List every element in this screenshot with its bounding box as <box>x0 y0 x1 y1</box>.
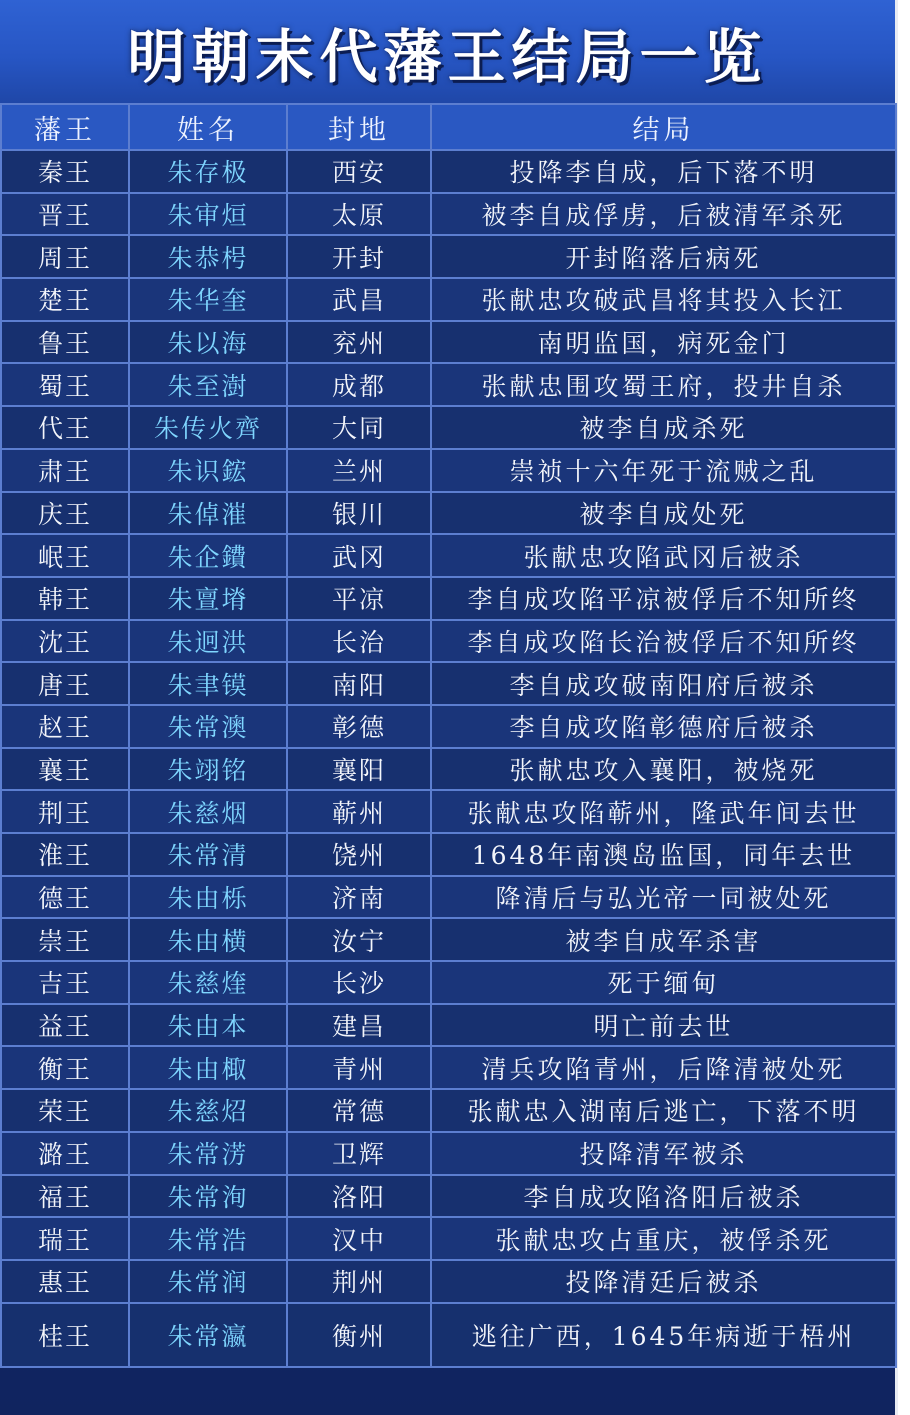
page-title: 明朝末代藩王结局一览 <box>127 22 768 91</box>
table-row <box>1 876 896 919</box>
table-row <box>1 790 896 833</box>
cell-fief: 开封 <box>287 235 431 278</box>
cell-fief: 彰德 <box>287 705 431 748</box>
cell-fate: 逃往广西，1645年病逝于梧州 <box>431 1303 896 1367</box>
table-row <box>1 193 896 236</box>
cell-prince-title: 鲁王 <box>1 321 129 364</box>
cell-name: 朱常清 <box>129 833 287 876</box>
prince-table <box>0 103 897 1368</box>
cell-name: 朱由棷 <box>129 1046 287 1089</box>
cell-fief: 武昌 <box>287 278 431 321</box>
cell-fief: 银川 <box>287 492 431 535</box>
cell-fate: 被李自成俘虏，后被清军杀死 <box>431 193 896 236</box>
cell-fate: 张献忠围攻蜀王府，投井自杀 <box>431 363 896 406</box>
table-row <box>1 1175 896 1218</box>
title-bar <box>0 0 895 103</box>
cell-prince-title: 唐王 <box>1 662 129 705</box>
cell-fief: 兰州 <box>287 449 431 492</box>
cell-fate: 死于缅甸 <box>431 961 896 1004</box>
cell-prince-title: 桂王 <box>1 1303 129 1367</box>
cell-fate: 被李自成处死 <box>431 492 896 535</box>
cell-fate: 被李自成军杀害 <box>431 918 896 961</box>
cell-name: 朱华奎 <box>129 278 287 321</box>
cell-fief: 饶州 <box>287 833 431 876</box>
table-row <box>1 577 896 620</box>
cell-fief: 长治 <box>287 620 431 663</box>
cell-prince-title: 潞王 <box>1 1132 129 1175</box>
table-row <box>1 150 896 193</box>
table-row <box>1 1004 896 1047</box>
cell-fief: 荆州 <box>287 1260 431 1303</box>
cell-fief: 大同 <box>287 406 431 449</box>
cell-fate: 李自成攻破南阳府后被杀 <box>431 662 896 705</box>
header-fief: 封地 <box>287 104 431 150</box>
cell-fief: 太原 <box>287 193 431 236</box>
cell-name: 朱亶塉 <box>129 577 287 620</box>
table-row <box>1 1260 896 1303</box>
table-row <box>1 321 896 364</box>
cell-fate: 李自成攻陷洛阳后被杀 <box>431 1175 896 1218</box>
table-row <box>1 833 896 876</box>
cell-name: 朱常浩 <box>129 1217 287 1260</box>
cell-name: 朱慈炤 <box>129 1089 287 1132</box>
table-row <box>1 1303 896 1367</box>
cell-fief: 蕲州 <box>287 790 431 833</box>
cell-name: 朱恭枵 <box>129 235 287 278</box>
cell-fief: 衡州 <box>287 1303 431 1367</box>
cell-prince-title: 代王 <box>1 406 129 449</box>
cell-fate: 清兵攻陷青州，后降清被处死 <box>431 1046 896 1089</box>
table-row <box>1 235 896 278</box>
table-row <box>1 406 896 449</box>
cell-name: 朱倬漼 <box>129 492 287 535</box>
cell-fief: 长沙 <box>287 961 431 1004</box>
cell-fate: 被李自成杀死 <box>431 406 896 449</box>
cell-name: 朱至澍 <box>129 363 287 406</box>
cell-prince-title: 沈王 <box>1 620 129 663</box>
cell-fief: 武冈 <box>287 534 431 577</box>
cell-prince-title: 襄王 <box>1 748 129 791</box>
table-row <box>1 534 896 577</box>
cell-prince-title: 赵王 <box>1 705 129 748</box>
cell-fief: 洛阳 <box>287 1175 431 1218</box>
table-row <box>1 748 896 791</box>
table-row <box>1 492 896 535</box>
cell-prince-title: 庆王 <box>1 492 129 535</box>
table-row <box>1 449 896 492</box>
cell-name: 朱由本 <box>129 1004 287 1047</box>
cell-fief: 建昌 <box>287 1004 431 1047</box>
cell-prince-title: 益王 <box>1 1004 129 1047</box>
cell-prince-title: 吉王 <box>1 961 129 1004</box>
cell-name: 朱审烜 <box>129 193 287 236</box>
cell-fief: 成都 <box>287 363 431 406</box>
cell-fate: 投降清廷后被杀 <box>431 1260 896 1303</box>
cell-fate: 张献忠攻陷武冈后被杀 <box>431 534 896 577</box>
cell-prince-title: 福王 <box>1 1175 129 1218</box>
cell-fief: 常德 <box>287 1089 431 1132</box>
cell-prince-title: 淮王 <box>1 833 129 876</box>
cell-fate: 李自成攻陷长治被俘后不知所终 <box>431 620 896 663</box>
cell-fate: 1648年南澳岛监国，同年去世 <box>431 833 896 876</box>
header-fate: 结局 <box>431 104 896 150</box>
table-row <box>1 1132 896 1175</box>
cell-fief: 汉中 <box>287 1217 431 1260</box>
cell-fief: 襄阳 <box>287 748 431 791</box>
cell-name: 朱以海 <box>129 321 287 364</box>
cell-name: 朱常澳 <box>129 705 287 748</box>
cell-fief: 济南 <box>287 876 431 919</box>
table-row <box>1 1046 896 1089</box>
cell-name: 朱存极 <box>129 150 287 193</box>
table-row <box>1 278 896 321</box>
header-name: 姓名 <box>129 104 287 150</box>
cell-fate: 李自成攻陷平凉被俘后不知所终 <box>431 577 896 620</box>
cell-fate: 降清后与弘光帝一同被处死 <box>431 876 896 919</box>
cell-fief: 南阳 <box>287 662 431 705</box>
cell-name: 朱由横 <box>129 918 287 961</box>
table-row <box>1 620 896 663</box>
cell-name: 朱翊铭 <box>129 748 287 791</box>
table-header-row <box>1 104 896 150</box>
table-row <box>1 363 896 406</box>
cell-name: 朱企鐨 <box>129 534 287 577</box>
cell-prince-title: 韩王 <box>1 577 129 620</box>
cell-name: 朱常淓 <box>129 1132 287 1175</box>
cell-prince-title: 惠王 <box>1 1260 129 1303</box>
cell-name: 朱常洵 <box>129 1175 287 1218</box>
cell-name: 朱慈煃 <box>129 961 287 1004</box>
cell-name: 朱迥洪 <box>129 620 287 663</box>
table-row <box>1 662 896 705</box>
cell-prince-title: 荣王 <box>1 1089 129 1132</box>
cell-name: 朱传火齊 <box>129 406 287 449</box>
cell-fate: 崇祯十六年死于流贼之乱 <box>431 449 896 492</box>
cell-name: 朱常润 <box>129 1260 287 1303</box>
cell-prince-title: 肃王 <box>1 449 129 492</box>
cell-prince-title: 德王 <box>1 876 129 919</box>
cell-fief: 卫辉 <box>287 1132 431 1175</box>
cell-prince-title: 楚王 <box>1 278 129 321</box>
cell-name: 朱聿镆 <box>129 662 287 705</box>
cell-prince-title: 周王 <box>1 235 129 278</box>
table-body <box>1 150 896 1367</box>
cell-fate: 李自成攻陷彰德府后被杀 <box>431 705 896 748</box>
table-row <box>1 705 896 748</box>
cell-prince-title: 秦王 <box>1 150 129 193</box>
cell-prince-title: 晋王 <box>1 193 129 236</box>
cell-fief: 平凉 <box>287 577 431 620</box>
cell-name: 朱识鋐 <box>129 449 287 492</box>
cell-fate: 张献忠攻占重庆，被俘杀死 <box>431 1217 896 1260</box>
cell-fate: 张献忠攻入襄阳，被烧死 <box>431 748 896 791</box>
cell-fief: 汝宁 <box>287 918 431 961</box>
cell-fate: 开封陷落后病死 <box>431 235 896 278</box>
table-row <box>1 1089 896 1132</box>
cell-prince-title: 瑞王 <box>1 1217 129 1260</box>
cell-fief: 青州 <box>287 1046 431 1089</box>
cell-fate: 明亡前去世 <box>431 1004 896 1047</box>
cell-name: 朱由栎 <box>129 876 287 919</box>
cell-fief: 兖州 <box>287 321 431 364</box>
cell-fate: 张献忠攻陷蕲州，隆武年间去世 <box>431 790 896 833</box>
table-row <box>1 918 896 961</box>
cell-prince-title: 荆王 <box>1 790 129 833</box>
table-row <box>1 961 896 1004</box>
cell-prince-title: 崇王 <box>1 918 129 961</box>
cell-fate: 张献忠入湖南后逃亡，下落不明 <box>431 1089 896 1132</box>
cell-fate: 投降清军被杀 <box>431 1132 896 1175</box>
cell-fate: 张献忠攻破武昌将其投入长江 <box>431 278 896 321</box>
cell-fate: 南明监国，病死金门 <box>431 321 896 364</box>
cell-name: 朱常瀛 <box>129 1303 287 1367</box>
header-title: 藩王 <box>1 104 129 150</box>
cell-prince-title: 蜀王 <box>1 363 129 406</box>
cell-name: 朱慈烟 <box>129 790 287 833</box>
cell-prince-title: 岷王 <box>1 534 129 577</box>
cell-prince-title: 衡王 <box>1 1046 129 1089</box>
table-row <box>1 1217 896 1260</box>
cell-fate: 投降李自成，后下落不明 <box>431 150 896 193</box>
cell-fief: 西安 <box>287 150 431 193</box>
